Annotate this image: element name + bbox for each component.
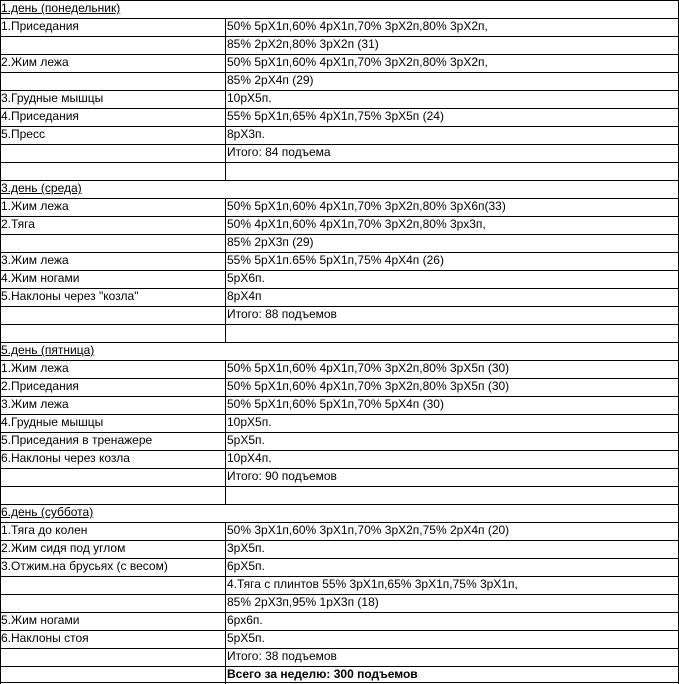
table-edge-left — [0, 126, 1, 144]
exercise-scheme: 85% 2рХ3п,95% 1рХ3п (18) — [227, 595, 379, 609]
exercise-scheme — [226, 324, 679, 342]
row-divider — [0, 270, 679, 271]
exercise-scheme — [226, 486, 679, 504]
exercise-scheme: 50% 5рХ1п,60% 4рХ1п,70% 3рХ2п,80% 3рХ2п, — [227, 19, 488, 33]
table-edge-left — [0, 324, 1, 342]
table-row — [0, 252, 679, 270]
exercise-name: 5.Наклоны через "козла" — [1, 289, 139, 303]
exercise-name: 3.Грудные мышцы — [1, 91, 104, 105]
table-row — [0, 486, 679, 504]
exercise-name: 2.Жим лежа — [1, 55, 69, 69]
exercise-scheme: Итого: 84 подъема — [227, 145, 331, 159]
table-edge-left — [0, 360, 1, 378]
row-divider — [0, 414, 679, 415]
exercise-name: 2.Жим сидя под углом — [1, 541, 126, 555]
column-divider — [225, 486, 226, 504]
exercise-name — [0, 36, 225, 54]
column-divider — [225, 378, 226, 396]
table-row — [0, 612, 679, 630]
column-divider — [225, 594, 226, 612]
exercise-scheme: 85% 2рХ3п (29) — [227, 235, 314, 249]
row-divider — [0, 324, 679, 325]
table-edge-left — [0, 216, 1, 234]
table-row — [0, 396, 679, 414]
row-divider — [0, 72, 679, 73]
table-edge-left — [0, 252, 1, 270]
column-divider — [225, 468, 226, 486]
table-edge-left — [0, 450, 1, 468]
exercise-scheme: Итого: 88 подъемов — [227, 307, 337, 321]
row-divider — [0, 162, 679, 163]
table-row — [0, 594, 679, 612]
exercise-scheme: 10рХ4п. — [227, 451, 272, 465]
column-divider — [225, 126, 226, 144]
exercise-name — [0, 468, 225, 486]
table-edge-left — [0, 414, 1, 432]
exercise-scheme: 50% 4рХ1п,60% 4рХ1п,70% 3рХ2п,80% 3рх3п, — [227, 217, 486, 231]
table-edge-left — [0, 486, 1, 504]
row-divider — [0, 522, 679, 523]
exercise-scheme: Итого: 90 подъемов — [227, 469, 337, 483]
row-divider — [0, 648, 679, 649]
exercise-scheme: Итого: 38 подъемов — [227, 649, 337, 663]
table-edge-left — [0, 90, 1, 108]
exercise-scheme: 6рХ5п. — [227, 559, 265, 573]
table-edge-left — [0, 648, 1, 666]
row-divider — [0, 252, 679, 253]
exercise-scheme: 5рХ5п. — [227, 631, 265, 645]
exercise-name — [0, 162, 225, 180]
table-row — [0, 378, 679, 396]
exercise-name: 3.Жим лежа — [1, 397, 69, 411]
exercise-scheme: 5рХ5п. — [227, 433, 265, 447]
column-divider — [225, 72, 226, 90]
table-edge-left — [0, 108, 1, 126]
column-divider — [225, 648, 226, 666]
row-divider — [0, 432, 679, 433]
exercise-scheme: 50% 5рХ1п,60% 5рХ1п,70% 5рХ4п (30) — [227, 397, 444, 411]
exercise-scheme: 50% 5рХ1п,60% 4рХ1п,70% 3рХ2п,80% 3рХ5п (30) — [227, 379, 510, 393]
exercise-name: 2.Приседания — [1, 379, 79, 393]
table-row — [0, 468, 679, 486]
exercise-name — [0, 234, 225, 252]
table-edge-left — [0, 576, 1, 594]
exercise-scheme: 55% 5рХ1п,65% 4рХ1п,75% 3рХ5п (24) — [227, 109, 444, 123]
row-divider — [0, 234, 679, 235]
table-edge-left — [0, 306, 1, 324]
column-divider — [225, 36, 226, 54]
table-edge-left — [0, 630, 1, 648]
column-divider — [225, 216, 226, 234]
column-divider — [225, 360, 226, 378]
column-divider — [225, 576, 226, 594]
table-edge-left — [0, 288, 1, 306]
table-row — [0, 540, 679, 558]
table-row — [0, 450, 679, 468]
table-row — [0, 648, 679, 666]
row-divider — [0, 306, 679, 307]
table-edge-left — [0, 144, 1, 162]
row-divider — [0, 360, 679, 361]
table-row — [0, 54, 679, 72]
row-divider — [0, 216, 679, 217]
table-edge-left — [0, 0, 1, 18]
table-edge-left — [0, 234, 1, 252]
row-divider — [0, 36, 679, 37]
exercise-name: 5.Жим ногами — [1, 613, 80, 627]
table-row — [0, 576, 679, 594]
column-divider — [225, 630, 226, 648]
table-edge-left — [0, 36, 1, 54]
section-title: 3.день (среда) — [1, 181, 82, 195]
table-row — [0, 432, 679, 450]
row-divider — [0, 180, 679, 181]
row-divider — [0, 558, 679, 559]
exercise-name: 2.Тяга — [1, 217, 35, 231]
exercise-name — [0, 324, 225, 342]
column-divider — [225, 90, 226, 108]
table-edge-left — [0, 594, 1, 612]
table-edge-left — [0, 468, 1, 486]
exercise-scheme: 10рХ5п. — [227, 91, 272, 105]
table-edge-left — [0, 18, 1, 36]
table-row — [0, 522, 679, 540]
row-divider — [0, 288, 679, 289]
row-divider — [0, 126, 679, 127]
section-header-row — [0, 504, 679, 522]
table-row — [0, 630, 679, 648]
exercise-scheme — [226, 162, 679, 180]
column-divider — [225, 522, 226, 540]
exercise-name: 4.Приседания — [1, 109, 79, 123]
row-divider — [0, 612, 679, 613]
row-divider — [0, 342, 679, 343]
column-divider — [225, 396, 226, 414]
table-edge-left — [0, 162, 1, 180]
column-divider — [225, 198, 226, 216]
column-divider — [225, 306, 226, 324]
table-row — [0, 216, 679, 234]
row-divider — [0, 54, 679, 55]
row-divider — [0, 450, 679, 451]
table-row — [0, 36, 679, 54]
row-divider — [0, 666, 679, 667]
table-row — [0, 126, 679, 144]
exercise-scheme: 50% 3рХ1п,60% 3рХ1п,70% 3рХ2п,75% 2рХ4п (20) — [227, 523, 510, 537]
exercise-scheme: 50% 5рХ1п,60% 4рХ1п,70% 3рХ2п,80% 3рХ6п(33) — [227, 199, 506, 213]
section-header-row — [0, 0, 679, 18]
exercise-scheme: 85% 2рХ2п,80% 3рХ2п (31) — [227, 37, 379, 51]
table-edge-left — [0, 612, 1, 630]
table-edge-left — [0, 198, 1, 216]
exercise-name: 1.Жим лежа — [1, 361, 69, 375]
table-edge-left — [0, 270, 1, 288]
table-row — [0, 558, 679, 576]
column-divider — [225, 450, 226, 468]
table-edge-left — [0, 558, 1, 576]
column-divider — [225, 558, 226, 576]
row-divider — [0, 594, 679, 595]
exercise-name: 6.Наклоны через козла — [1, 451, 130, 465]
row-divider — [0, 540, 679, 541]
row-divider — [0, 396, 679, 397]
exercise-name: 5.Приседания в тренажере — [1, 433, 153, 447]
table-row — [0, 306, 679, 324]
column-divider — [225, 108, 226, 126]
section-title: 5.день (пятница) — [1, 343, 95, 357]
row-divider — [0, 18, 679, 19]
exercise-scheme: 8рХ3п. — [227, 127, 265, 141]
exercise-name — [0, 72, 225, 90]
column-divider — [225, 144, 226, 162]
table-row — [0, 144, 679, 162]
section-title: 1.день (понедельник) — [1, 1, 121, 15]
exercise-scheme: 10рХ5п. — [227, 415, 272, 429]
column-divider — [225, 288, 226, 306]
table-row — [0, 324, 679, 342]
table-row — [0, 198, 679, 216]
table-edge-left — [0, 504, 1, 522]
table-edge-left — [0, 72, 1, 90]
table-edge-left — [0, 432, 1, 450]
exercise-name: 6.Наклоны стоя — [1, 631, 89, 645]
row-divider — [0, 504, 679, 505]
exercise-scheme: 55% 5рХ1п.65% 5рХ1п,75% 4рХ4п (26) — [227, 253, 444, 267]
row-divider — [0, 468, 679, 469]
exercise-name: 1.Приседания — [1, 19, 79, 33]
table-edge-left — [0, 396, 1, 414]
table-edge-left — [0, 540, 1, 558]
exercise-name: 5.Пресс — [1, 127, 45, 141]
table-row — [0, 360, 679, 378]
row-divider — [0, 144, 679, 145]
exercise-scheme: 50% 5рХ1п,60% 4рХ1п,70% 3рХ2п,80% 3рХ5п (30) — [227, 361, 510, 375]
exercise-scheme: 85% 2рХ4п (29) — [227, 73, 314, 87]
exercise-name: 1.Жим лежа — [1, 199, 69, 213]
exercise-name: 4.Жим ногами — [1, 271, 80, 285]
column-divider — [225, 54, 226, 72]
exercise-name — [0, 486, 225, 504]
exercise-scheme: 5рХ6п. — [227, 271, 265, 285]
table-row — [0, 108, 679, 126]
table-row — [0, 234, 679, 252]
exercise-scheme: 8рХ4п — [227, 289, 262, 303]
column-divider — [225, 324, 226, 342]
column-divider — [225, 162, 226, 180]
table-edge-left — [0, 54, 1, 72]
column-divider — [225, 252, 226, 270]
exercise-name: 1.Тяга до колен — [1, 523, 88, 537]
exercise-scheme: Всего за неделю: 300 подъемов — [227, 667, 418, 681]
exercise-name — [0, 648, 225, 666]
row-divider — [0, 378, 679, 379]
exercise-name — [0, 306, 225, 324]
exercise-name — [0, 144, 225, 162]
section-title: 6.день (суббота) — [1, 505, 94, 519]
table-row — [0, 270, 679, 288]
column-divider — [225, 540, 226, 558]
column-divider — [225, 612, 226, 630]
row-divider — [0, 90, 679, 91]
table-row — [0, 162, 679, 180]
column-divider — [225, 270, 226, 288]
column-divider — [225, 414, 226, 432]
exercise-name: 4.Грудные мышцы — [1, 415, 104, 429]
exercise-scheme: 50% 5рХ1п,60% 4рХ1п,70% 3рХ2п,80% 3рХ2п, — [227, 55, 488, 69]
row-divider — [0, 576, 679, 577]
exercise-scheme: 4.Тяга с плинтов 55% 3рХ1п,65% 3рХ1п,75% 3рХ1п, — [227, 577, 518, 591]
exercise-name: 3.Жим лежа — [1, 253, 69, 267]
exercise-name: 3.Отжим.на брусьях (с весом) — [1, 559, 168, 573]
section-header-row — [0, 180, 679, 198]
column-divider — [225, 18, 226, 36]
exercise-scheme: 3рХ5п. — [227, 541, 265, 555]
table-edge-left — [0, 378, 1, 396]
column-divider — [225, 234, 226, 252]
table-edge-left — [0, 180, 1, 198]
table-row — [0, 90, 679, 108]
table-edge-left — [0, 342, 1, 360]
exercise-name — [0, 576, 225, 594]
exercise-scheme: 6рх6п. — [227, 613, 263, 627]
table-row — [0, 414, 679, 432]
table-row — [0, 18, 679, 36]
row-divider — [0, 486, 679, 487]
row-divider — [0, 630, 679, 631]
row-divider — [0, 108, 679, 109]
section-header-row — [0, 342, 679, 360]
row-divider — [0, 0, 679, 1]
row-divider — [0, 198, 679, 199]
table-row — [0, 72, 679, 90]
table-edge-left — [0, 522, 1, 540]
column-divider — [225, 432, 226, 450]
exercise-name — [0, 594, 225, 612]
table-row — [0, 288, 679, 306]
